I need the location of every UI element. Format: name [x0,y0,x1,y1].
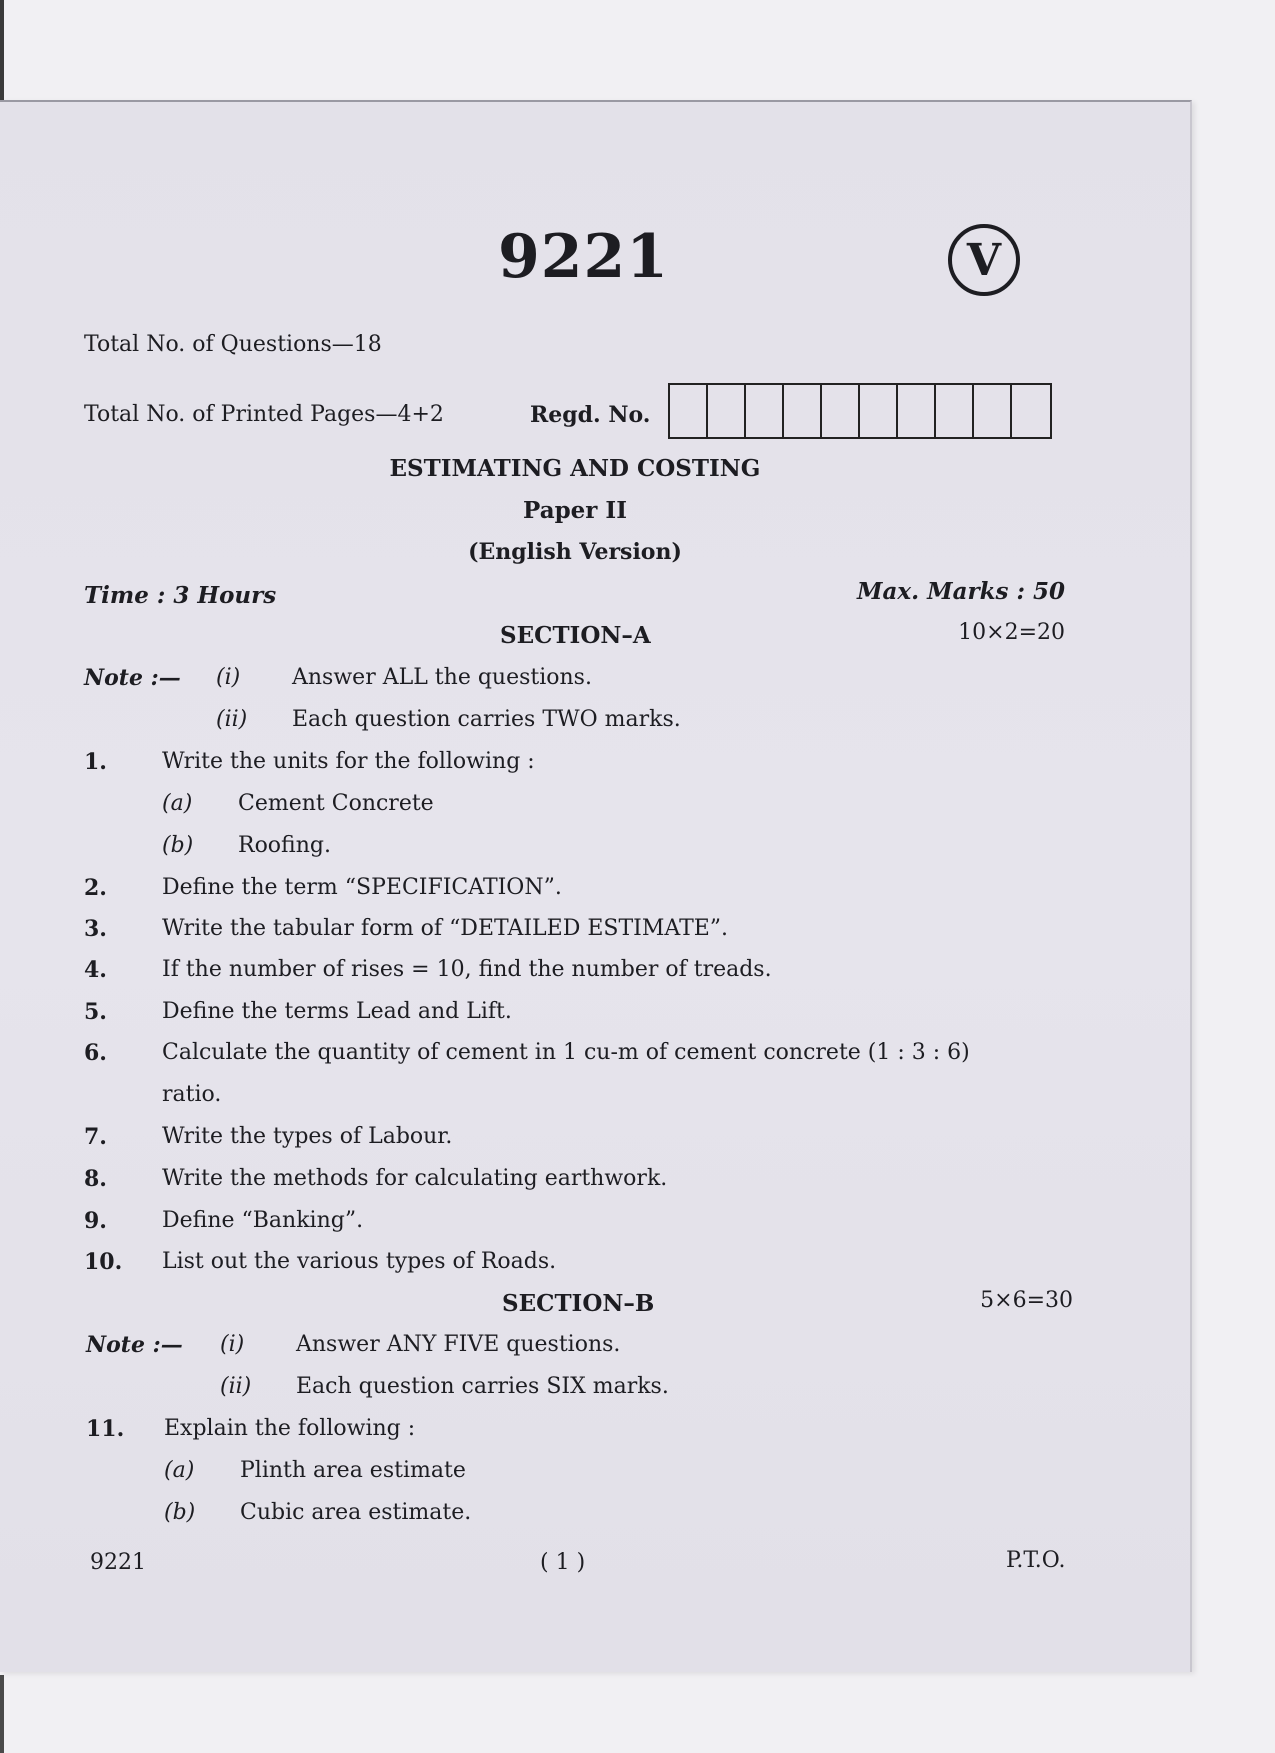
question-text: Define the term “SPECIFICATION”. [162,875,562,900]
note-text: Answer ALL the questions. [292,665,592,690]
sub-question-text: Cubic area estimate. [240,1500,472,1525]
regd-box[interactable] [708,385,746,437]
question-number: 7. [84,1124,107,1150]
please-turn-over: P.T.O. [1006,1548,1066,1573]
sub-question-text: Cement Concrete [238,791,434,816]
sub-question-number: (a) [164,1458,195,1483]
question-text: Write the tabular form of “DETAILED ESTIMATE”. [162,916,729,941]
note-number: (ii) [220,1374,252,1399]
paper-code: 9221 [498,222,669,292]
question-text: Define “Banking”. [162,1208,364,1233]
question-number: 11. [86,1416,125,1442]
question-text-continued: ratio. [162,1082,222,1107]
total-pages: Total No. of Printed Pages—4+2 [84,402,444,427]
section-b-note-label: Note :— [86,1332,183,1358]
language-version: (English Version) [468,539,682,565]
question-number: 2. [84,875,107,901]
total-questions: Total No. of Questions—18 [84,332,382,357]
sub-question-text: Roofing. [238,833,331,858]
regd-box[interactable] [784,385,822,437]
section-a-note-label: Note :— [84,665,181,691]
question-number: 10. [84,1249,123,1275]
sub-question-number: (a) [162,791,193,816]
question-number: 5. [84,999,107,1025]
regd-box[interactable] [974,385,1012,437]
footer-paper-code: 9221 [90,1550,146,1575]
question-text: Calculate the quantity of cement in 1 cu-m of cement concrete (1 : 3 : 6) [162,1040,970,1065]
version-mark-circle: V [948,224,1020,296]
question-number: 6. [84,1040,107,1066]
sub-question-number: (b) [162,833,194,858]
regd-box[interactable] [860,385,898,437]
paper-number: Paper II [523,497,627,524]
question-text: Write the units for the following : [162,749,535,774]
question-text: If the number of rises = 10, find the number of treads. [162,957,772,982]
question-number: 4. [84,957,107,983]
regd-box[interactable] [746,385,784,437]
regd-label: Regd. No. [530,402,651,428]
regd-number-boxes[interactable] [668,383,1052,439]
section-b-heading: SECTION–B [502,1290,655,1317]
regd-box[interactable] [936,385,974,437]
section-a-heading: SECTION–A [500,622,651,649]
section-a-marks: 10×2=20 [958,620,1065,645]
time-allowed: Time : 3 Hours [84,582,277,609]
sub-question-number: (b) [164,1500,196,1525]
note-text: Answer ANY FIVE questions. [296,1332,621,1357]
regd-box[interactable] [822,385,860,437]
question-number: 1. [84,749,107,775]
question-text: Define the terms Lead and Lift. [162,999,512,1024]
note-number: (i) [216,665,241,690]
note-text: Each question carries TWO marks. [292,707,681,732]
regd-box[interactable] [670,385,708,437]
subject-title: ESTIMATING AND COSTING [389,455,761,482]
question-number: 8. [84,1166,107,1192]
question-number: 9. [84,1208,107,1234]
note-number: (i) [220,1332,245,1357]
max-marks: Max. Marks : 50 [857,578,1065,605]
regd-box[interactable] [898,385,936,437]
scan-edge-bottom-left [0,1675,4,1753]
question-text: Write the types of Labour. [162,1124,453,1149]
question-text: Write the methods for calculating earthwork. [162,1166,668,1191]
section-b-marks: 5×6=30 [980,1288,1073,1313]
question-text: Explain the following : [164,1416,416,1441]
question-text: List out the various types of Roads. [162,1249,557,1274]
regd-box[interactable] [1012,385,1050,437]
note-text: Each question carries SIX marks. [296,1374,669,1399]
page-number: ( 1 ) [540,1550,586,1575]
sub-question-text: Plinth area estimate [240,1458,466,1483]
note-number: (ii) [216,707,248,732]
question-number: 3. [84,916,107,942]
